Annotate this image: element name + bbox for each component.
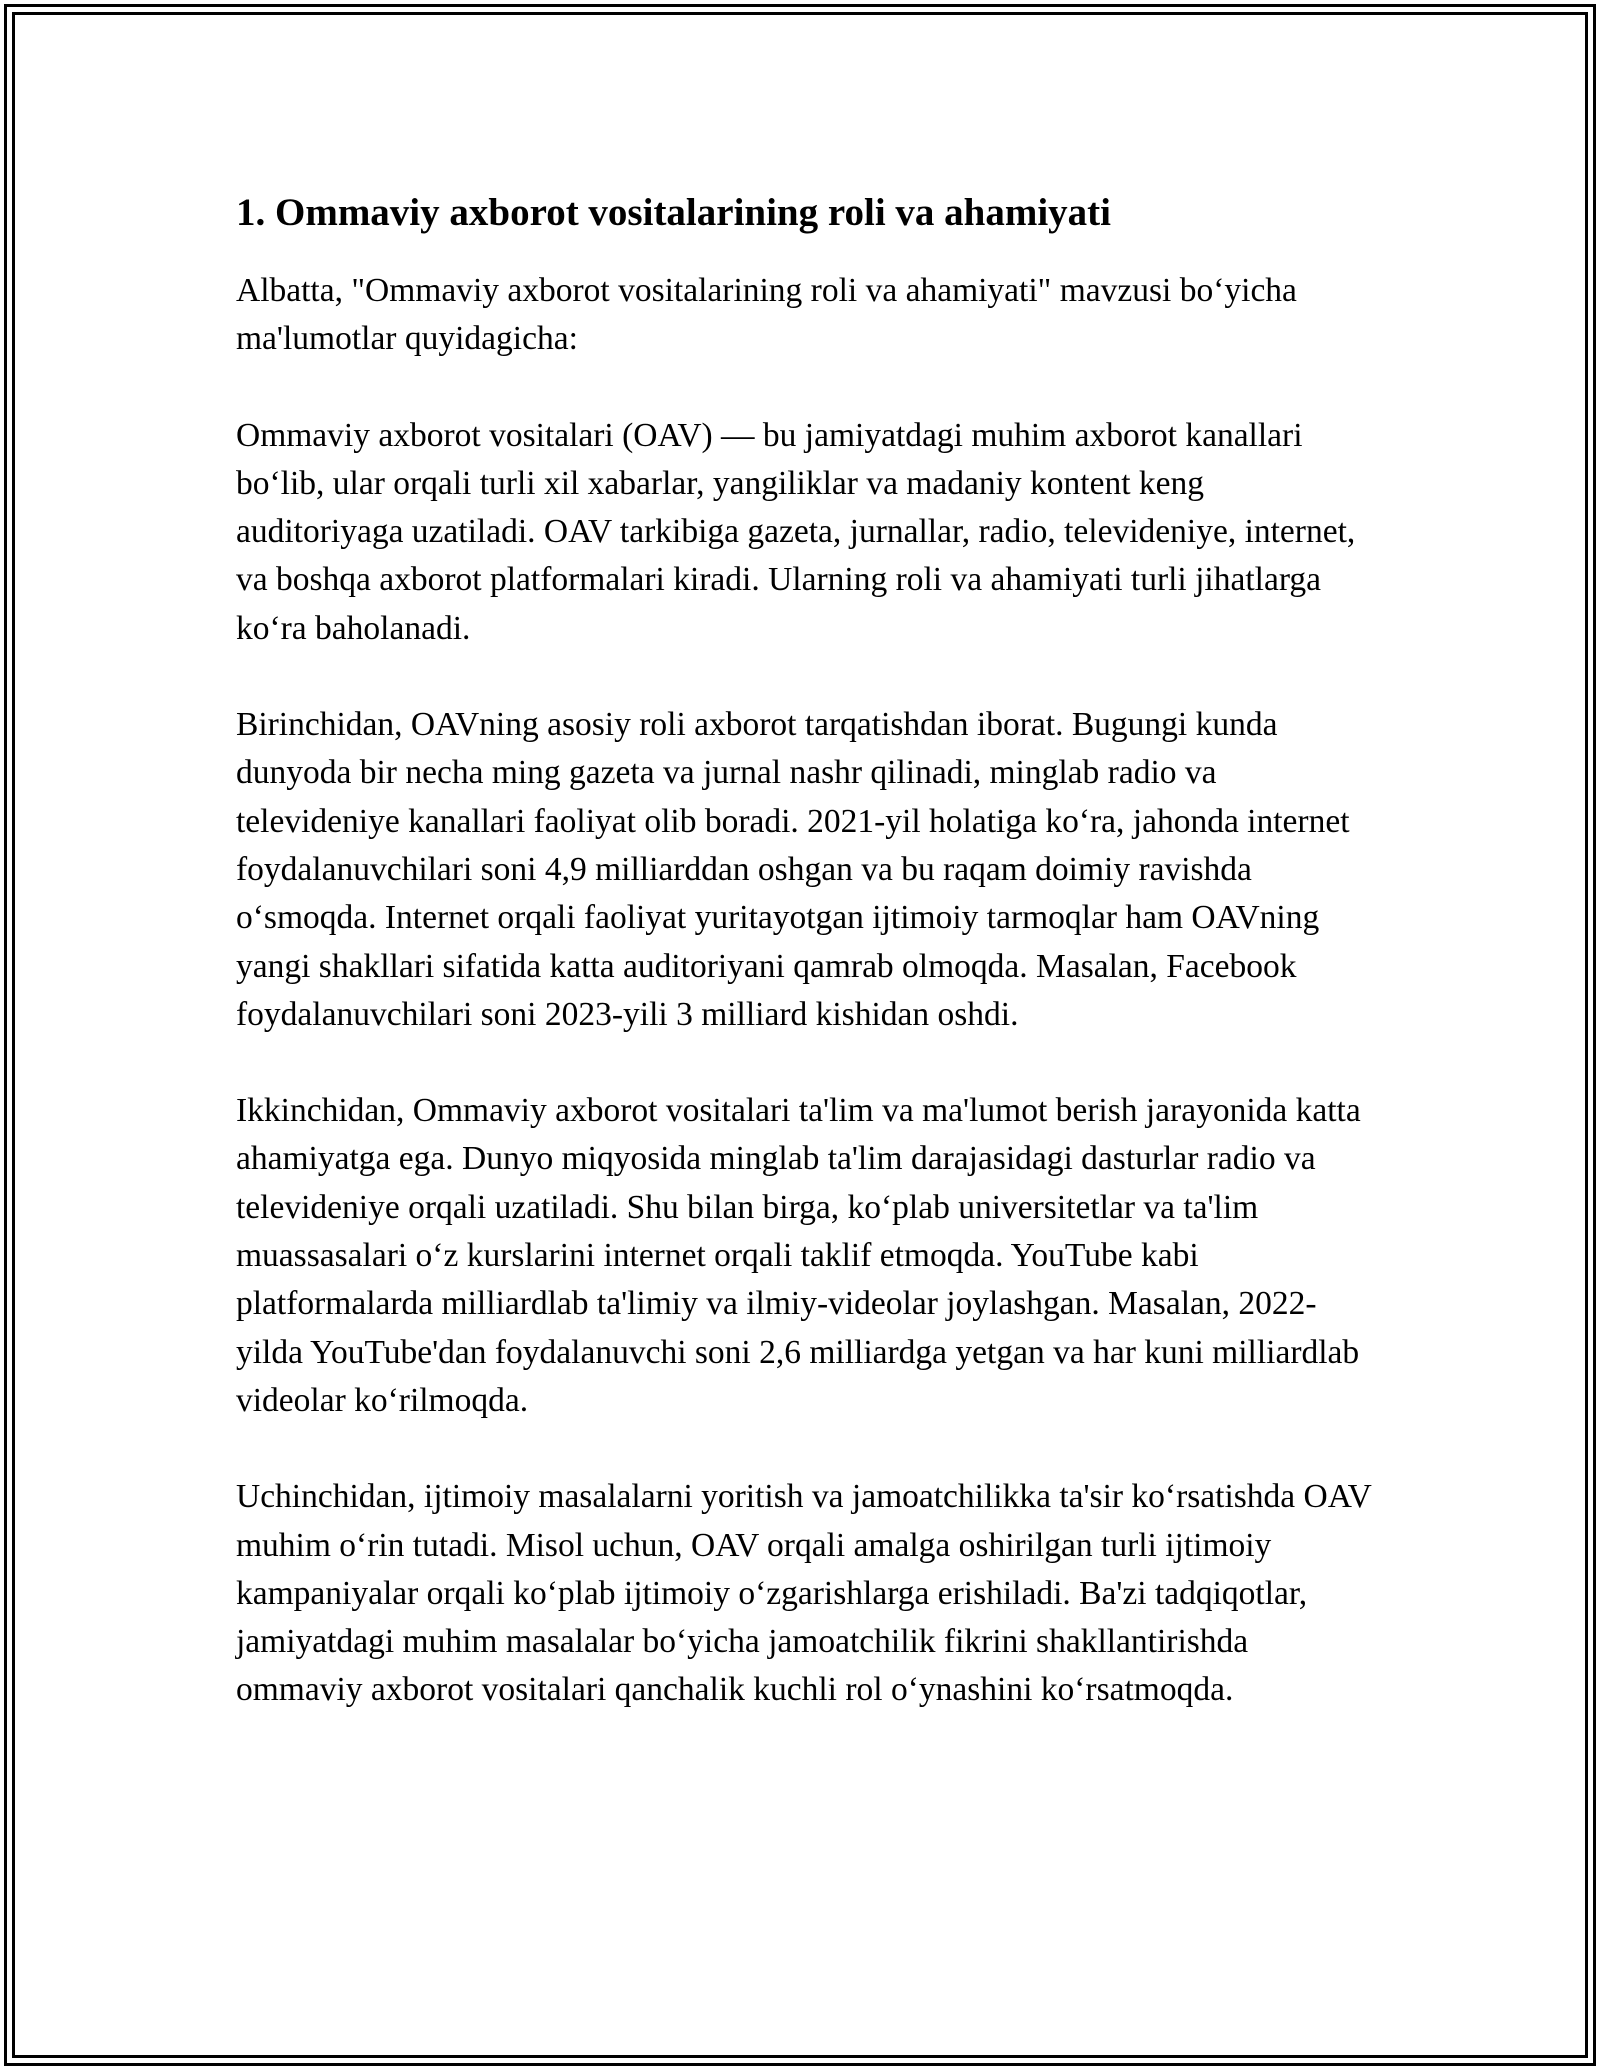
paragraph-third-point: Uchinchidan, ijtimoiy masalalarni yoritish va jamoatchilikka ta'sir ko‘rsatishda OAV muhim o‘rin tutadi. Misol uchun, OAV orqali amalga oshirilgan turli ijtimoiy kampaniyalar orqali ko‘plab ijtimoiy o‘zgarishlarga erishiladi. Ba'zi tadqiqotlar, jamiyatdagi muhim masalalar bo‘yicha jamoatchilik fikrini shakllantirishda ommaviy axborot vositalari qanchalik kuchli rol o‘ynashini ko‘rsatmoqda. [236, 1478, 1372, 1709]
paragraph-intro: Albatta, "Ommaviy axborot vositalarining roli va ahamiyati" mavzusi bo‘yicha ma'lumotlar quyidagicha: [236, 272, 1297, 358]
paragraph-definition: Ommaviy axborot vositalari (OAV) — bu jamiyatdagi muhim axborot kanallari bo‘lib, ular orqali turli xil xabarlar, yangiliklar va madaniy kontent keng auditoriyaga uzatiladi. OAV tarkibiga gazeta, jurnallar, radio, televideniye, internet, va boshqa axborot platformalari kiradi. Ularning roli va ahamiyati turli jihatlarga ko‘ra baholanadi. [236, 416, 1356, 647]
page-title: 1. Ommaviy axborot vositalarining roli va ahamiyati [236, 191, 1111, 234]
paragraph-first-point: Birinchidan, OAVning asosiy roli axborot tarqatishdan iborat. Bugungi kunda dunyoda bir necha ming gazeta va jurnal nashr qilinadi, minglab radio va televideniye kanallari faoliyat olib boradi. 2021-yil holatiga ko‘ra, jahonda internet foydalanuvchilari soni 4,9 milliarddan oshgan va bu raqam doimiy ravishda o‘smoqda. Internet orqali faoliyat yuritayotgan ijtimoiy tarmoqlar ham OAVning yangi shakllari sifatida katta auditoriyani qamrab olmoqda. Masalan, Facebook foydalanuvchilari soni 2023-yili 3 milliard kishidan oshdi. [236, 706, 1350, 1033]
paragraph-second-point: Ikkinchidan, Ommaviy axborot vositalari ta'lim va ma'lumot berish jarayonida katta ahamiyatga ega. Dunyo miqyosida minglab ta'lim darajasidagi dasturlar radio va televideniye orqali uzatiladi. Shu bilan birga, ko‘plab universitetlar va ta'lim muassasalari o‘z kurslarini internet orqali taklif etmoqda. YouTube kabi platformalarda milliardlab ta'limiy va ilmiy-videolar joylashgan. Masalan, 2022-yilda YouTube'dan foydalanuvchi soni 2,6 milliardga yetgan va har kuni milliardlab videolar ko‘rilmoqda. [236, 1092, 1361, 1419]
document-body [236, 185, 1376, 1763]
